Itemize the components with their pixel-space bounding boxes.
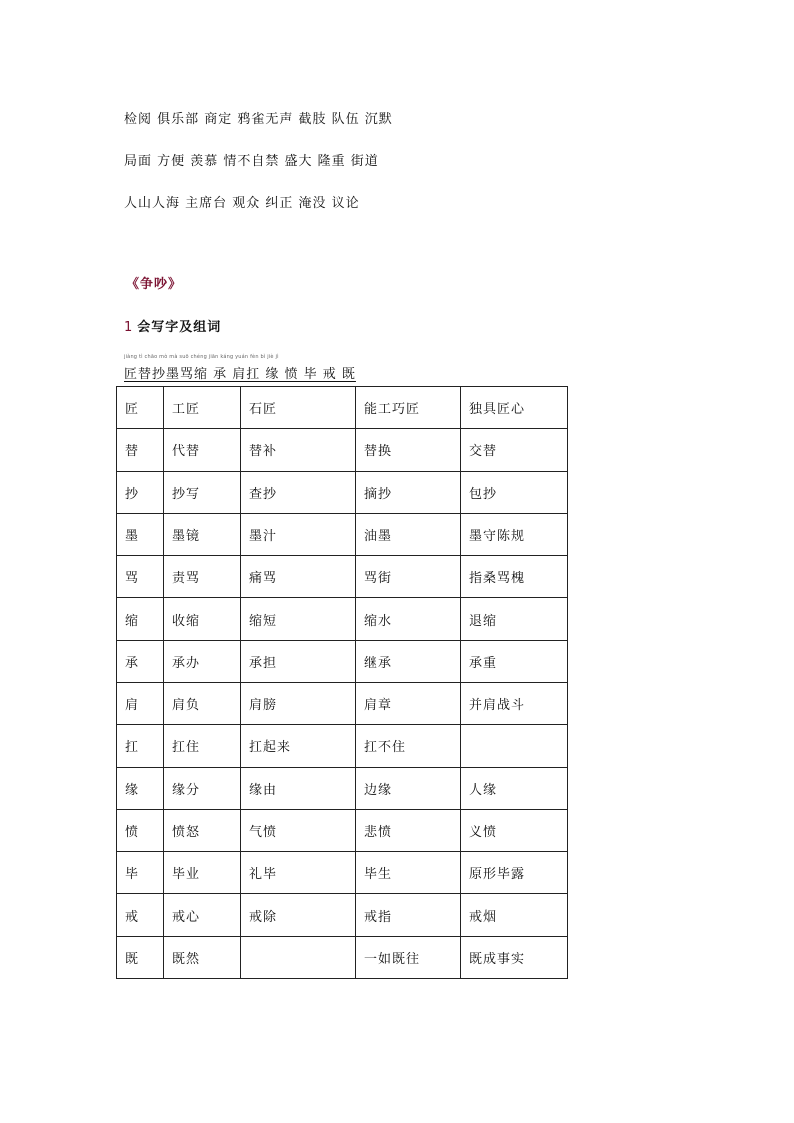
table-cell-word: 能工巧匠 [356,387,461,429]
table-cell-word: 油墨 [356,513,461,555]
table-row [117,936,568,978]
table-cell-word: 缩水 [356,598,461,640]
table-cell-word: 义愤 [461,809,568,851]
table-cell-character: 既 [117,936,164,978]
table-cell-character: 承 [117,640,164,682]
table-cell-word: 扛起来 [241,725,356,767]
table-cell-word: 扛不住 [356,725,461,767]
table-cell-word: 原形毕露 [461,852,568,894]
table-cell-character: 缘 [117,767,164,809]
table-cell-character: 戒 [117,894,164,936]
characters-line: 匠替抄墨骂缩 承 肩扛 缘 愤 毕 戒 既 [124,367,356,382]
table-cell-word: 肩负 [164,682,241,724]
table-row [117,725,568,767]
table-row [117,598,568,640]
table-cell-word: 责骂 [164,556,241,598]
table-cell-word: 墨汁 [241,513,356,555]
table-cell-character: 毕 [117,852,164,894]
table-cell-character: 骂 [117,556,164,598]
table-cell-word: 交替 [461,429,568,471]
table-row [117,387,568,429]
table-row [117,429,568,471]
table-cell-character: 抄 [117,471,164,513]
table-cell-word: 墨守陈规 [461,513,568,555]
table-cell-word [241,936,356,978]
word-line-2: 局面 方便 羡慕 情不自禁 盛大 隆重 街道 [124,154,379,169]
table-cell-word: 继承 [356,640,461,682]
table-cell-word: 愤怒 [164,809,241,851]
table-row [117,471,568,513]
table-cell-word [461,725,568,767]
table-cell-word: 承办 [164,640,241,682]
lesson-title: 《争吵》 [126,277,183,292]
table-row [117,513,568,555]
table-cell-word: 工匠 [164,387,241,429]
table-cell-word: 边缘 [356,767,461,809]
table-cell-character: 墨 [117,513,164,555]
table-cell-word: 退缩 [461,598,568,640]
table-cell-word: 并肩战斗 [461,682,568,724]
vocabulary-table [116,386,568,979]
table-cell-character: 缩 [117,598,164,640]
pinyin-line: jiàng tì chāo mò mà suō chéng jiān káng yuán fèn bì jiè jì [124,354,279,360]
table-cell-word: 戒指 [356,894,461,936]
table-cell-word: 戒心 [164,894,241,936]
table-cell-word: 指桑骂槐 [461,556,568,598]
table-row [117,852,568,894]
table-cell-word: 查抄 [241,471,356,513]
table-cell-word: 缘分 [164,767,241,809]
table-cell-character: 替 [117,429,164,471]
table-cell-word: 承重 [461,640,568,682]
table-cell-word: 礼毕 [241,852,356,894]
section-title: 会写字及组词 [137,320,222,335]
table-row [117,894,568,936]
section-number: 1 [124,320,134,335]
table-row [117,809,568,851]
table-cell-word: 痛骂 [241,556,356,598]
vocabulary-table-body [117,387,568,979]
table-cell-word: 摘抄 [356,471,461,513]
table-cell-word: 抄写 [164,471,241,513]
table-cell-word: 骂街 [356,556,461,598]
table-cell-word: 肩膀 [241,682,356,724]
table-cell-word: 既然 [164,936,241,978]
table-row [117,640,568,682]
table-cell-word: 肩章 [356,682,461,724]
table-row [117,556,568,598]
word-line-3: 人山人海 主席台 观众 纠正 淹没 议论 [124,196,360,211]
table-cell-word: 一如既往 [356,936,461,978]
table-cell-word: 缩短 [241,598,356,640]
table-cell-word: 墨镜 [164,513,241,555]
table-cell-word: 缘由 [241,767,356,809]
table-cell-character: 扛 [117,725,164,767]
table-cell-word: 气愤 [241,809,356,851]
word-line-1: 检阅 俱乐部 商定 鸦雀无声 截肢 队伍 沉默 [124,112,393,127]
table-cell-word: 承担 [241,640,356,682]
table-cell-word: 悲愤 [356,809,461,851]
table-cell-character: 肩 [117,682,164,724]
table-cell-word: 毕业 [164,852,241,894]
table-cell-word: 替补 [241,429,356,471]
table-cell-word: 替换 [356,429,461,471]
table-cell-word: 毕生 [356,852,461,894]
table-cell-word: 包抄 [461,471,568,513]
table-cell-word: 收缩 [164,598,241,640]
table-cell-word: 石匠 [241,387,356,429]
table-cell-word: 代替 [164,429,241,471]
table-cell-character: 愤 [117,809,164,851]
table-cell-word: 扛住 [164,725,241,767]
table-cell-word: 戒烟 [461,894,568,936]
table-row [117,767,568,809]
section-heading [124,316,221,335]
table-cell-word: 人缘 [461,767,568,809]
table-cell-word: 独具匠心 [461,387,568,429]
table-row [117,682,568,724]
table-cell-word: 既成事实 [461,936,568,978]
table-cell-word: 戒除 [241,894,356,936]
table-cell-character: 匠 [117,387,164,429]
